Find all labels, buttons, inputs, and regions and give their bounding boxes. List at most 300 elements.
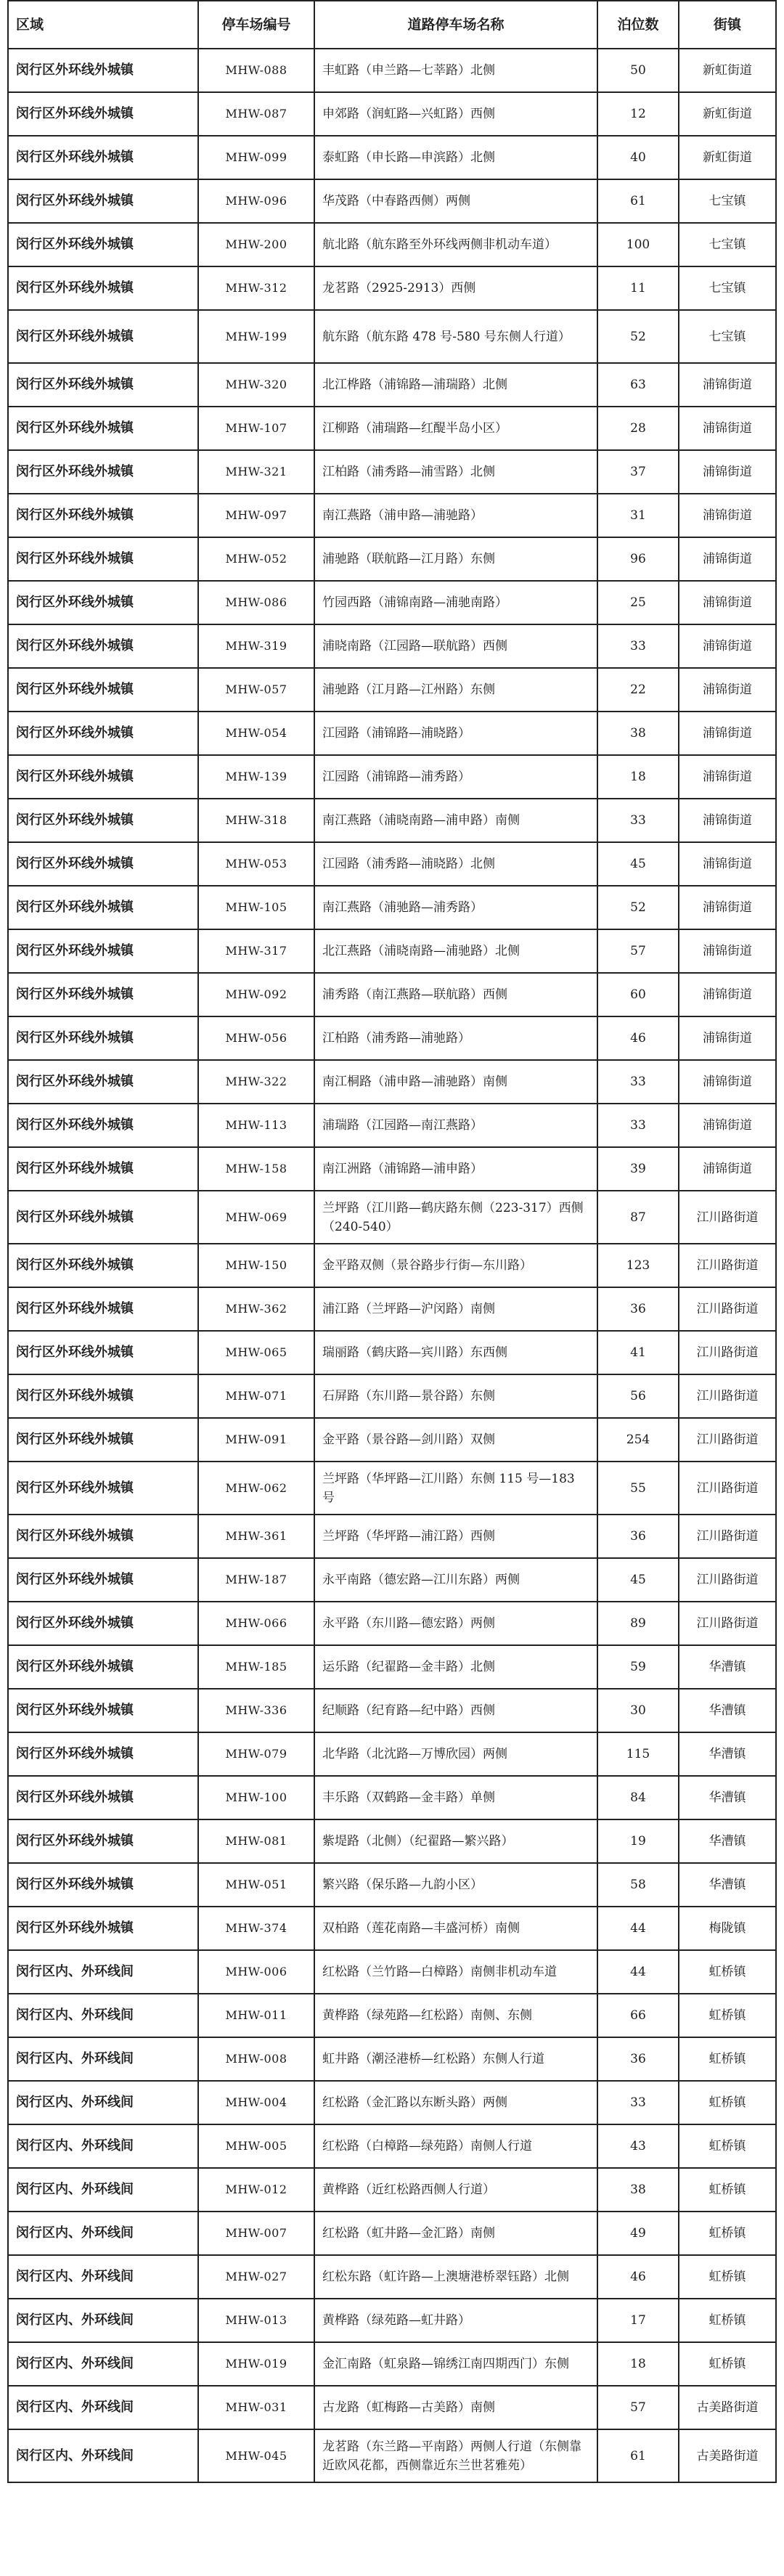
street-cell: 虹桥镇 bbox=[679, 2081, 776, 2124]
street-cell: 浦锦街道 bbox=[679, 450, 776, 494]
region-cell: 闵行区外环线外城镇 bbox=[8, 537, 198, 581]
region-cell: 闵行区外环线外城镇 bbox=[8, 1331, 198, 1374]
table-row bbox=[8, 1331, 776, 1374]
spaces-cell: 59 bbox=[597, 1645, 679, 1689]
table-row bbox=[8, 1689, 776, 1732]
region-cell: 闵行区外环线外城镇 bbox=[8, 136, 198, 179]
name-cell: 金平路（景谷路—剑川路）双侧 bbox=[314, 1418, 597, 1462]
name-cell: 金平路双侧（景谷路步行街—东川路） bbox=[314, 1244, 597, 1287]
code-cell: MHW-158 bbox=[198, 1147, 314, 1191]
table-row bbox=[8, 2386, 776, 2429]
name-cell: 运乐路（纪翟路—金丰路）北侧 bbox=[314, 1645, 597, 1689]
code-cell: MHW-091 bbox=[198, 1418, 314, 1462]
name-cell: 江园路（浦锦路—浦晓路） bbox=[314, 712, 597, 755]
table-row bbox=[8, 1016, 776, 1060]
name-cell: 江柳路（浦瑞路—红醍半岛小区） bbox=[314, 407, 597, 450]
code-cell: MHW-006 bbox=[198, 1950, 314, 1994]
name-cell: 红松路（白樟路—绿苑路）南侧人行道 bbox=[314, 2124, 597, 2168]
spaces-cell: 56 bbox=[597, 1374, 679, 1418]
code-cell: MHW-051 bbox=[198, 1863, 314, 1907]
region-cell: 闵行区外环线外城镇 bbox=[8, 49, 198, 92]
region-cell: 闵行区外环线外城镇 bbox=[8, 266, 198, 310]
name-cell: 江柏路（浦秀路—浦雪路）北侧 bbox=[314, 450, 597, 494]
header-code: 停车场编号 bbox=[198, 1, 314, 49]
code-cell: MHW-113 bbox=[198, 1104, 314, 1147]
name-cell: 龙茗路（东兰路—平南路）两侧人行道（东侧靠近欧风花都，西侧靠近东兰世茗雅苑） bbox=[314, 2429, 597, 2482]
region-cell: 闵行区外环线外城镇 bbox=[8, 1819, 198, 1863]
name-cell: 黄桦路（绿苑路—虹井路） bbox=[314, 2299, 597, 2342]
code-cell: MHW-105 bbox=[198, 886, 314, 929]
name-cell: 南江燕路（浦驰路—浦秀路） bbox=[314, 886, 597, 929]
header-name: 道路停车场名称 bbox=[314, 1, 597, 49]
code-cell: MHW-107 bbox=[198, 407, 314, 450]
street-cell: 江川路街道 bbox=[679, 1244, 776, 1287]
table-row bbox=[8, 842, 776, 886]
region-cell: 闵行区外环线外城镇 bbox=[8, 1732, 198, 1776]
region-cell: 闵行区内、外环线间 bbox=[8, 2037, 198, 2081]
table-row bbox=[8, 755, 776, 799]
region-cell: 闵行区外环线外城镇 bbox=[8, 1191, 198, 1244]
spaces-cell: 58 bbox=[597, 1863, 679, 1907]
code-cell: MHW-027 bbox=[198, 2255, 314, 2299]
spaces-cell: 87 bbox=[597, 1191, 679, 1244]
table-row bbox=[8, 1863, 776, 1907]
table-row bbox=[8, 1515, 776, 1558]
region-cell: 闵行区外环线外城镇 bbox=[8, 407, 198, 450]
code-cell: MHW-088 bbox=[198, 49, 314, 92]
spaces-cell: 33 bbox=[597, 624, 679, 668]
spaces-cell: 60 bbox=[597, 973, 679, 1016]
spaces-cell: 25 bbox=[597, 581, 679, 624]
name-cell: 红松路（兰竹路—白樟路）南侧非机动车道 bbox=[314, 1950, 597, 1994]
street-cell: 七宝镇 bbox=[679, 310, 776, 363]
spaces-cell: 61 bbox=[597, 2429, 679, 2482]
table-row bbox=[8, 2168, 776, 2212]
street-cell: 江川路街道 bbox=[679, 1374, 776, 1418]
street-cell: 江川路街道 bbox=[679, 1515, 776, 1558]
region-cell: 闵行区外环线外城镇 bbox=[8, 1016, 198, 1060]
table-row bbox=[8, 1732, 776, 1776]
table-row bbox=[8, 1147, 776, 1191]
code-cell: MHW-320 bbox=[198, 363, 314, 407]
spaces-cell: 39 bbox=[597, 1147, 679, 1191]
code-cell: MHW-317 bbox=[198, 929, 314, 973]
region-cell: 闵行区内、外环线间 bbox=[8, 2081, 198, 2124]
street-cell: 江川路街道 bbox=[679, 1331, 776, 1374]
name-cell: 纪顺路（纪育路—纪中路）西侧 bbox=[314, 1689, 597, 1732]
region-cell: 闵行区外环线外城镇 bbox=[8, 886, 198, 929]
name-cell: 瑞丽路（鹤庆路—宾川路）东西侧 bbox=[314, 1331, 597, 1374]
spaces-cell: 11 bbox=[597, 266, 679, 310]
region-cell: 闵行区外环线外城镇 bbox=[8, 1863, 198, 1907]
code-cell: MHW-013 bbox=[198, 2299, 314, 2342]
code-cell: MHW-185 bbox=[198, 1645, 314, 1689]
spaces-cell: 43 bbox=[597, 2124, 679, 2168]
street-cell: 虹桥镇 bbox=[679, 2255, 776, 2299]
parking-table-page bbox=[7, 0, 775, 2483]
street-cell: 浦锦街道 bbox=[679, 842, 776, 886]
table-row bbox=[8, 581, 776, 624]
region-cell: 闵行区外环线外城镇 bbox=[8, 1374, 198, 1418]
street-cell: 浦锦街道 bbox=[679, 668, 776, 712]
code-cell: MHW-066 bbox=[198, 1602, 314, 1645]
code-cell: MHW-062 bbox=[198, 1462, 314, 1515]
name-cell: 航东路（航东路 478 号-580 号东侧人行道） bbox=[314, 310, 597, 363]
name-cell: 泰虹路（申长路—申滨路）北侧 bbox=[314, 136, 597, 179]
code-cell: MHW-086 bbox=[198, 581, 314, 624]
name-cell: 竹园西路（浦锦南路—浦驰南路） bbox=[314, 581, 597, 624]
code-cell: MHW-361 bbox=[198, 1515, 314, 1558]
region-cell: 闵行区外环线外城镇 bbox=[8, 624, 198, 668]
table-row bbox=[8, 1602, 776, 1645]
region-cell: 闵行区外环线外城镇 bbox=[8, 363, 198, 407]
table-row bbox=[8, 1374, 776, 1418]
spaces-cell: 66 bbox=[597, 1994, 679, 2037]
table-row bbox=[8, 1191, 776, 1244]
street-cell: 七宝镇 bbox=[679, 179, 776, 223]
spaces-cell: 55 bbox=[597, 1462, 679, 1515]
name-cell: 浦江路（兰坪路—沪闵路）南侧 bbox=[314, 1287, 597, 1331]
table-row bbox=[8, 2299, 776, 2342]
table-row bbox=[8, 1418, 776, 1462]
header-spaces: 泊位数 bbox=[597, 1, 679, 49]
code-cell: MHW-336 bbox=[198, 1689, 314, 1732]
table-row bbox=[8, 1907, 776, 1950]
street-cell: 虹桥镇 bbox=[679, 2212, 776, 2255]
code-cell: MHW-199 bbox=[198, 310, 314, 363]
street-cell: 新虹街道 bbox=[679, 49, 776, 92]
name-cell: 浦秀路（南江燕路—联航路）西侧 bbox=[314, 973, 597, 1016]
name-cell: 北江桦路（浦锦路—浦瑞路）北侧 bbox=[314, 363, 597, 407]
street-cell: 古美路街道 bbox=[679, 2429, 776, 2482]
table-row bbox=[8, 363, 776, 407]
region-cell: 闵行区外环线外城镇 bbox=[8, 1907, 198, 1950]
region-cell: 闵行区外环线外城镇 bbox=[8, 1515, 198, 1558]
street-cell: 浦锦街道 bbox=[679, 755, 776, 799]
region-cell: 闵行区外环线外城镇 bbox=[8, 842, 198, 886]
spaces-cell: 19 bbox=[597, 1819, 679, 1863]
name-cell: 江园路（浦秀路—浦晓路）北侧 bbox=[314, 842, 597, 886]
street-cell: 浦锦街道 bbox=[679, 363, 776, 407]
name-cell: 华茂路（中春路西侧）两侧 bbox=[314, 179, 597, 223]
table-row bbox=[8, 179, 776, 223]
code-cell: MHW-087 bbox=[198, 92, 314, 136]
name-cell: 红松东路（虹许路—上澳塘港桥翠钰路）北侧 bbox=[314, 2255, 597, 2299]
region-cell: 闵行区外环线外城镇 bbox=[8, 450, 198, 494]
table-row bbox=[8, 1994, 776, 2037]
street-cell: 古美路街道 bbox=[679, 2386, 776, 2429]
name-cell: 石屏路（东川路—景谷路）东侧 bbox=[314, 1374, 597, 1418]
name-cell: 北江燕路（浦晓南路—浦驰路）北侧 bbox=[314, 929, 597, 973]
name-cell: 双柏路（莲花南路—丰盛河桥）南侧 bbox=[314, 1907, 597, 1950]
region-cell: 闵行区外环线外城镇 bbox=[8, 1689, 198, 1732]
name-cell: 浦瑞路（江园路—南江燕路） bbox=[314, 1104, 597, 1147]
name-cell: 红松路（金汇路以东断头路）两侧 bbox=[314, 2081, 597, 2124]
street-cell: 江川路街道 bbox=[679, 1602, 776, 1645]
spaces-cell: 38 bbox=[597, 2168, 679, 2212]
name-cell: 古龙路（虹梅路—古美路）南侧 bbox=[314, 2386, 597, 2429]
code-cell: MHW-096 bbox=[198, 179, 314, 223]
name-cell: 江园路（浦锦路—浦秀路） bbox=[314, 755, 597, 799]
table-row bbox=[8, 712, 776, 755]
street-cell: 华漕镇 bbox=[679, 1645, 776, 1689]
spaces-cell: 38 bbox=[597, 712, 679, 755]
code-cell: MHW-321 bbox=[198, 450, 314, 494]
spaces-cell: 30 bbox=[597, 1689, 679, 1732]
street-cell: 浦锦街道 bbox=[679, 1147, 776, 1191]
region-cell: 闵行区外环线外城镇 bbox=[8, 310, 198, 363]
street-cell: 江川路街道 bbox=[679, 1558, 776, 1602]
region-cell: 闵行区外环线外城镇 bbox=[8, 1418, 198, 1462]
street-cell: 虹桥镇 bbox=[679, 2037, 776, 2081]
code-cell: MHW-053 bbox=[198, 842, 314, 886]
region-cell: 闵行区内、外环线间 bbox=[8, 2168, 198, 2212]
name-cell: 紫堤路（北侧）（纪翟路—繁兴路） bbox=[314, 1819, 597, 1863]
table-row bbox=[8, 1060, 776, 1104]
street-cell: 浦锦街道 bbox=[679, 712, 776, 755]
code-cell: MHW-065 bbox=[198, 1331, 314, 1374]
table-row bbox=[8, 1819, 776, 1863]
name-cell: 南江洲路（浦锦路—浦申路） bbox=[314, 1147, 597, 1191]
table-row bbox=[8, 668, 776, 712]
name-cell: 航北路（航东路至外环线两侧非机动车道） bbox=[314, 223, 597, 266]
code-cell: MHW-187 bbox=[198, 1558, 314, 1602]
code-cell: MHW-139 bbox=[198, 755, 314, 799]
region-cell: 闵行区外环线外城镇 bbox=[8, 1645, 198, 1689]
spaces-cell: 41 bbox=[597, 1331, 679, 1374]
spaces-cell: 31 bbox=[597, 494, 679, 537]
street-cell: 华漕镇 bbox=[679, 1819, 776, 1863]
region-cell: 闵行区外环线外城镇 bbox=[8, 1287, 198, 1331]
street-cell: 江川路街道 bbox=[679, 1191, 776, 1244]
region-cell: 闵行区外环线外城镇 bbox=[8, 1104, 198, 1147]
table-row bbox=[8, 310, 776, 363]
spaces-cell: 12 bbox=[597, 92, 679, 136]
spaces-cell: 44 bbox=[597, 1907, 679, 1950]
name-cell: 浦驰路（联航路—江月路）东侧 bbox=[314, 537, 597, 581]
street-cell: 浦锦街道 bbox=[679, 494, 776, 537]
spaces-cell: 36 bbox=[597, 1287, 679, 1331]
region-cell: 闵行区内、外环线间 bbox=[8, 2386, 198, 2429]
name-cell: 永平路（东川路—德宏路）两侧 bbox=[314, 1602, 597, 1645]
header-region: 区域 bbox=[8, 1, 198, 49]
spaces-cell: 28 bbox=[597, 407, 679, 450]
region-cell: 闵行区外环线外城镇 bbox=[8, 223, 198, 266]
region-cell: 闵行区外环线外城镇 bbox=[8, 668, 198, 712]
region-cell: 闵行区外环线外城镇 bbox=[8, 712, 198, 755]
code-cell: MHW-052 bbox=[198, 537, 314, 581]
spaces-cell: 40 bbox=[597, 136, 679, 179]
code-cell: MHW-019 bbox=[198, 2342, 314, 2386]
code-cell: MHW-008 bbox=[198, 2037, 314, 2081]
street-cell: 浦锦街道 bbox=[679, 799, 776, 842]
spaces-cell: 46 bbox=[597, 1016, 679, 1060]
street-cell: 浦锦街道 bbox=[679, 407, 776, 450]
code-cell: MHW-069 bbox=[198, 1191, 314, 1244]
region-cell: 闵行区内、外环线间 bbox=[8, 2429, 198, 2482]
region-cell: 闵行区外环线外城镇 bbox=[8, 1462, 198, 1515]
street-cell: 虹桥镇 bbox=[679, 2299, 776, 2342]
spaces-cell: 22 bbox=[597, 668, 679, 712]
region-cell: 闵行区外环线外城镇 bbox=[8, 973, 198, 1016]
region-cell: 闵行区外环线外城镇 bbox=[8, 179, 198, 223]
region-cell: 闵行区内、外环线间 bbox=[8, 2124, 198, 2168]
street-cell: 浦锦街道 bbox=[679, 973, 776, 1016]
table-row bbox=[8, 537, 776, 581]
name-cell: 丰虹路（申兰路—七莘路）北侧 bbox=[314, 49, 597, 92]
spaces-cell: 33 bbox=[597, 1104, 679, 1147]
code-cell: MHW-031 bbox=[198, 2386, 314, 2429]
name-cell: 金汇南路（虹泉路—锦绣江南四期西门）东侧 bbox=[314, 2342, 597, 2386]
region-cell: 闵行区外环线外城镇 bbox=[8, 1776, 198, 1819]
table-row bbox=[8, 2429, 776, 2482]
code-cell: MHW-056 bbox=[198, 1016, 314, 1060]
code-cell: MHW-045 bbox=[198, 2429, 314, 2482]
spaces-cell: 52 bbox=[597, 886, 679, 929]
code-cell: MHW-374 bbox=[198, 1907, 314, 1950]
name-cell: 南江燕路（浦晓南路—浦申路）南侧 bbox=[314, 799, 597, 842]
spaces-cell: 96 bbox=[597, 537, 679, 581]
name-cell: 南江燕路（浦申路—浦驰路） bbox=[314, 494, 597, 537]
code-cell: MHW-200 bbox=[198, 223, 314, 266]
table-row bbox=[8, 49, 776, 92]
region-cell: 闵行区外环线外城镇 bbox=[8, 1060, 198, 1104]
region-cell: 闵行区内、外环线间 bbox=[8, 2255, 198, 2299]
code-cell: MHW-312 bbox=[198, 266, 314, 310]
street-cell: 江川路街道 bbox=[679, 1418, 776, 1462]
region-cell: 闵行区内、外环线间 bbox=[8, 1994, 198, 2037]
name-cell: 申郊路（润虹路—兴虹路）西侧 bbox=[314, 92, 597, 136]
street-cell: 浦锦街道 bbox=[679, 886, 776, 929]
table-body bbox=[8, 49, 776, 2482]
table-row bbox=[8, 266, 776, 310]
table-row bbox=[8, 494, 776, 537]
region-cell: 闵行区外环线外城镇 bbox=[8, 1147, 198, 1191]
street-cell: 梅陇镇 bbox=[679, 1907, 776, 1950]
name-cell: 繁兴路（保乐路—九韵小区） bbox=[314, 1863, 597, 1907]
street-cell: 华漕镇 bbox=[679, 1863, 776, 1907]
table-row bbox=[8, 886, 776, 929]
region-cell: 闵行区外环线外城镇 bbox=[8, 581, 198, 624]
street-cell: 浦锦街道 bbox=[679, 581, 776, 624]
table-row bbox=[8, 1462, 776, 1515]
header-row bbox=[8, 1, 776, 49]
table-row bbox=[8, 973, 776, 1016]
region-cell: 闵行区外环线外城镇 bbox=[8, 1244, 198, 1287]
spaces-cell: 52 bbox=[597, 310, 679, 363]
name-cell: 南江桐路（浦申路—浦驰路）南侧 bbox=[314, 1060, 597, 1104]
region-cell: 闵行区外环线外城镇 bbox=[8, 799, 198, 842]
name-cell: 浦晓南路（江园路—联航路）西侧 bbox=[314, 624, 597, 668]
street-cell: 虹桥镇 bbox=[679, 2342, 776, 2386]
table-row bbox=[8, 1776, 776, 1819]
table-row bbox=[8, 407, 776, 450]
code-cell: MHW-081 bbox=[198, 1819, 314, 1863]
spaces-cell: 115 bbox=[597, 1732, 679, 1776]
header-street: 街镇 bbox=[679, 1, 776, 49]
spaces-cell: 33 bbox=[597, 1060, 679, 1104]
street-cell: 华漕镇 bbox=[679, 1689, 776, 1732]
region-cell: 闵行区内、外环线间 bbox=[8, 2212, 198, 2255]
spaces-cell: 89 bbox=[597, 1602, 679, 1645]
spaces-cell: 123 bbox=[597, 1244, 679, 1287]
region-cell: 闵行区内、外环线间 bbox=[8, 2299, 198, 2342]
table-row bbox=[8, 136, 776, 179]
spaces-cell: 18 bbox=[597, 2342, 679, 2386]
spaces-cell: 49 bbox=[597, 2212, 679, 2255]
code-cell: MHW-004 bbox=[198, 2081, 314, 2124]
spaces-cell: 36 bbox=[597, 1515, 679, 1558]
table-row bbox=[8, 2212, 776, 2255]
table-row bbox=[8, 2081, 776, 2124]
code-cell: MHW-097 bbox=[198, 494, 314, 537]
code-cell: MHW-054 bbox=[198, 712, 314, 755]
code-cell: MHW-012 bbox=[198, 2168, 314, 2212]
spaces-cell: 36 bbox=[597, 2037, 679, 2081]
region-cell: 闵行区内、外环线间 bbox=[8, 2342, 198, 2386]
name-cell: 龙茗路（2925-2913）西侧 bbox=[314, 266, 597, 310]
street-cell: 浦锦街道 bbox=[679, 537, 776, 581]
spaces-cell: 33 bbox=[597, 2081, 679, 2124]
code-cell: MHW-005 bbox=[198, 2124, 314, 2168]
name-cell: 兰坪路（江川路—鹤庆路东侧（223-317）西侧（240-540） bbox=[314, 1191, 597, 1244]
spaces-cell: 57 bbox=[597, 2386, 679, 2429]
region-cell: 闵行区外环线外城镇 bbox=[8, 1558, 198, 1602]
spaces-cell: 44 bbox=[597, 1950, 679, 1994]
code-cell: MHW-092 bbox=[198, 973, 314, 1016]
table-row bbox=[8, 223, 776, 266]
code-cell: MHW-057 bbox=[198, 668, 314, 712]
name-cell: 兰坪路（华坪路—浦江路）西侧 bbox=[314, 1515, 597, 1558]
code-cell: MHW-319 bbox=[198, 624, 314, 668]
code-cell: MHW-079 bbox=[198, 1732, 314, 1776]
spaces-cell: 61 bbox=[597, 179, 679, 223]
region-cell: 闵行区外环线外城镇 bbox=[8, 1602, 198, 1645]
code-cell: MHW-362 bbox=[198, 1287, 314, 1331]
region-cell: 闵行区内、外环线间 bbox=[8, 1950, 198, 1994]
table-row bbox=[8, 1287, 776, 1331]
table-row bbox=[8, 92, 776, 136]
spaces-cell: 84 bbox=[597, 1776, 679, 1819]
code-cell: MHW-318 bbox=[198, 799, 314, 842]
code-cell: MHW-100 bbox=[198, 1776, 314, 1819]
table-row bbox=[8, 1645, 776, 1689]
table-row bbox=[8, 1950, 776, 1994]
street-cell: 浦锦街道 bbox=[679, 1016, 776, 1060]
table-row bbox=[8, 2037, 776, 2081]
street-cell: 浦锦街道 bbox=[679, 1104, 776, 1147]
name-cell: 浦驰路（江月路—江州路）东侧 bbox=[314, 668, 597, 712]
street-cell: 新虹街道 bbox=[679, 92, 776, 136]
street-cell: 七宝镇 bbox=[679, 223, 776, 266]
name-cell: 江柏路（浦秀路—浦驰路） bbox=[314, 1016, 597, 1060]
spaces-cell: 50 bbox=[597, 49, 679, 92]
spaces-cell: 57 bbox=[597, 929, 679, 973]
code-cell: MHW-150 bbox=[198, 1244, 314, 1287]
spaces-cell: 45 bbox=[597, 842, 679, 886]
table-row bbox=[8, 624, 776, 668]
table-row bbox=[8, 799, 776, 842]
street-cell: 华漕镇 bbox=[679, 1776, 776, 1819]
region-cell: 闵行区外环线外城镇 bbox=[8, 755, 198, 799]
table-row bbox=[8, 2255, 776, 2299]
street-cell: 虹桥镇 bbox=[679, 2168, 776, 2212]
name-cell: 黄桦路（近红松路西侧人行道） bbox=[314, 2168, 597, 2212]
table-row bbox=[8, 1104, 776, 1147]
street-cell: 虹桥镇 bbox=[679, 1950, 776, 1994]
table-row bbox=[8, 1244, 776, 1287]
spaces-cell: 46 bbox=[597, 2255, 679, 2299]
